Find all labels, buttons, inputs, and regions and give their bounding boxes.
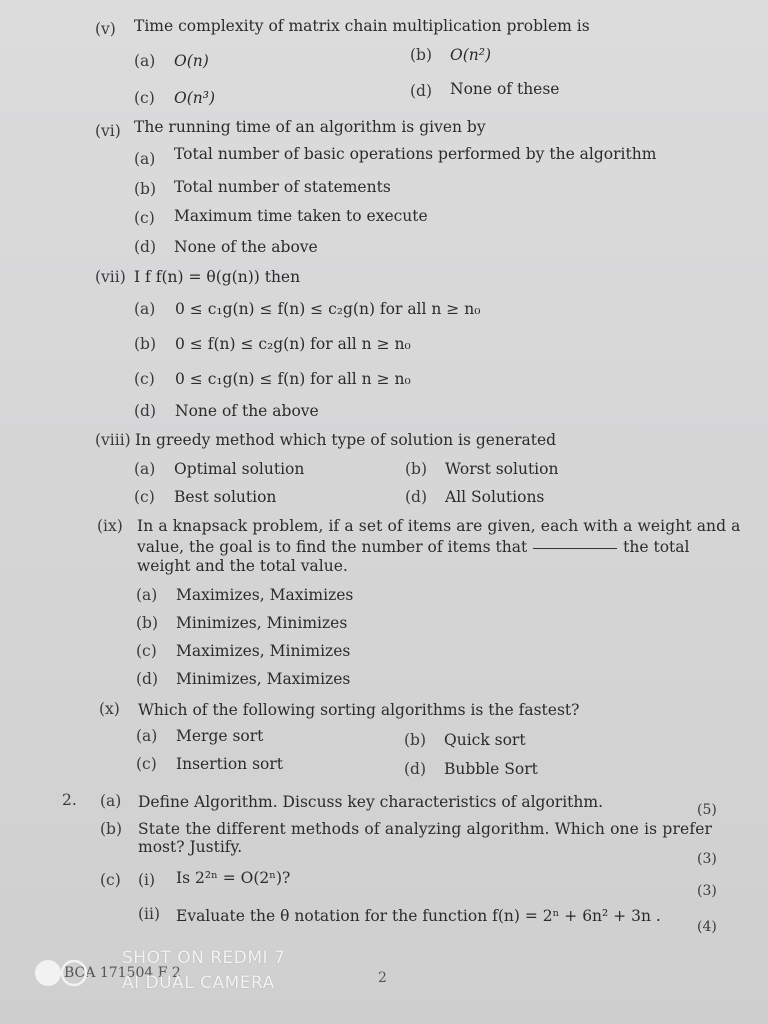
option-text: Insertion sort (176, 755, 283, 773)
marks: (3) (697, 851, 717, 867)
option-label: (d) (134, 402, 157, 420)
page-number: 2 (378, 970, 387, 986)
option-text: Minimizes, Minimizes (176, 614, 348, 632)
option-text: Maximizes, Minimizes (176, 642, 351, 660)
option-text: Quick sort (444, 731, 526, 749)
option-label: (c) (134, 209, 155, 227)
marks: (5) (697, 802, 717, 818)
option-text: Maximum time taken to execute (174, 207, 428, 225)
option-label: (b) (134, 180, 157, 198)
question-number: (vii) (95, 268, 126, 286)
option-text: None of the above (174, 238, 318, 256)
question-number: (x) (99, 700, 120, 718)
option-text: Worst solution (445, 460, 559, 478)
option-text: Best solution (174, 488, 277, 506)
option-text: None of the above (175, 402, 319, 420)
part-text-line2: most? Justify. (138, 838, 243, 856)
option-text: Merge sort (176, 727, 264, 745)
question-text: Time complexity of matrix chain multiplication problem is (134, 17, 590, 35)
option-label: (a) (134, 300, 156, 318)
camera-logo-icon (34, 958, 94, 988)
marks: (4) (697, 919, 717, 935)
option-label: (c) (136, 642, 157, 660)
option-label: (c) (134, 370, 155, 388)
option-text: Total number of basic operations performed by the algorithm (174, 145, 657, 163)
watermark-line2: AI DUAL CAMERA (122, 973, 275, 993)
option-text: 0 ≤ c₁g(n) ≤ f(n) ≤ c₂g(n) for all n ≥ n₀ (175, 300, 481, 318)
question-text-line2 (137, 538, 689, 556)
option-label: (c) (134, 89, 155, 107)
option-text: O(n²) (450, 46, 491, 64)
option-text: All Solutions (445, 488, 545, 506)
option-label: (b) (410, 46, 433, 64)
subpart-text: Evaluate the θ notation for the function f(n) = 2ⁿ + 6n² + 3n . (176, 907, 661, 925)
marks: (3) (697, 883, 717, 899)
option-text: 0 ≤ f(n) ≤ c₂g(n) for all n ≥ n₀ (175, 335, 411, 353)
question-number: (ix) (97, 517, 123, 535)
option-text: None of these (450, 80, 560, 98)
option-label: (b) (405, 460, 428, 478)
part-label: (b) (100, 820, 123, 838)
question-text-line2a: value, the goal is to find the number of items that (137, 538, 528, 556)
option-text: Maximizes, Maximizes (176, 586, 354, 604)
part-text-line1: State the different methods of analyzing algorithm. Which one is prefer (138, 820, 713, 838)
question-text: Which of the following sorting algorithms is the fastest? (138, 701, 580, 719)
option-text: O(n³) (174, 89, 215, 107)
option-text: 0 ≤ c₁g(n) ≤ f(n) for all n ≥ n₀ (175, 370, 411, 388)
question-text: In greedy method which type of solution is generated (135, 431, 557, 449)
subpart-label: (ii) (138, 905, 161, 923)
option-label: (b) (404, 731, 427, 749)
option-text: Minimizes, Maximizes (176, 670, 351, 688)
question-text: The running time of an algorithm is given by (134, 118, 486, 136)
question-text-line1: In a knapsack problem, if a set of items are given, each with a weight and a (137, 517, 741, 535)
option-label: (d) (404, 760, 427, 778)
option-label: (b) (136, 614, 159, 632)
part-label: (a) (100, 792, 122, 810)
option-label: (d) (410, 82, 433, 100)
part-label: (c) (100, 871, 121, 889)
option-label: (d) (405, 488, 428, 506)
option-label: (c) (136, 755, 157, 773)
subpart-label: (i) (138, 871, 156, 889)
option-label: (d) (136, 670, 159, 688)
option-label: (a) (134, 52, 156, 70)
answer-blank (533, 548, 617, 549)
option-label: (a) (136, 586, 158, 604)
question-number: 2. (62, 791, 77, 809)
paper-code: BCA 171504 F 2 (64, 965, 181, 981)
option-label: (d) (134, 238, 157, 256)
subpart-text: Is 2²ⁿ = O(2ⁿ)? (176, 869, 291, 887)
question-text-line3: weight and the total value. (137, 557, 348, 575)
watermark-line1: SHOT ON REDMI 7 (122, 948, 286, 968)
option-label: (c) (134, 488, 155, 506)
option-text: Total number of statements (174, 178, 391, 196)
option-text: Optimal solution (174, 460, 305, 478)
part-text: Define Algorithm. Discuss key characteristics of algorithm. (138, 793, 603, 811)
question-text-line2b: the total (623, 538, 690, 556)
question-number: (vi) (95, 122, 121, 140)
option-label: (a) (134, 460, 156, 478)
option-label: (a) (134, 150, 156, 168)
question-number: (v) (95, 20, 116, 38)
option-label: (b) (134, 335, 157, 353)
question-text: I f f(n) = θ(g(n)) then (134, 268, 301, 286)
question-number: (viii) (95, 431, 131, 449)
option-text: O(n) (174, 52, 209, 70)
option-text: Bubble Sort (444, 760, 538, 778)
option-label: (a) (136, 727, 158, 745)
